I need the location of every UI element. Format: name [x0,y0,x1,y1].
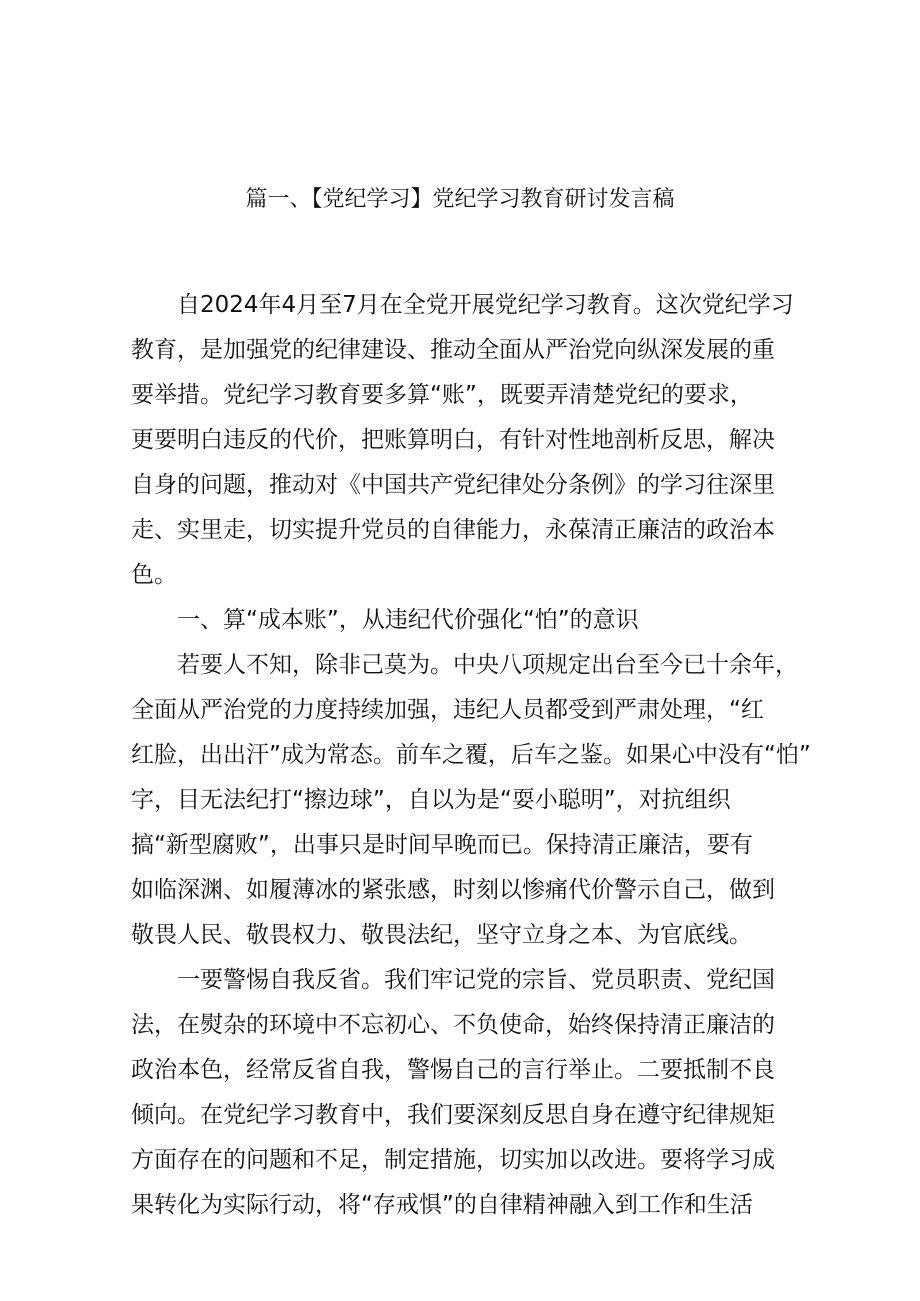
text-line: 如临深渊、如履薄冰的紧张感，时刻以惨痛代价警示自己，做到 [131,877,775,903]
text-line: 敬畏人民、敬畏权力、敬畏法纪，坚守立身之本、为官底线。 [131,922,752,948]
text-line: 政治本色，经常反省自我，警惕自己的言行举止。二要抵制不良 [131,1057,775,1083]
text-line: 要举措。党纪学习教育要多算“账”，既要弄清楚党纪的要求， [131,382,753,408]
text-line: 法，在熨杂的环境中不忘初心、不负使命，始终保持清正廉洁的 [131,1012,775,1038]
text-line: 全面从严治党的力度持续加强，违纪人员都受到严肃处理，“红 [131,697,764,723]
text-line: 自身的问题，推动对《中国共产党纪律处分条例》的学习往深里 [131,472,775,498]
section-heading: 一、算“成本账”，从违纪代价强化“怕”的意识 [131,607,639,633]
text-line: 方面存在的问题和不足，制定措施，切实加以改进。要将学习成 [131,1147,775,1173]
text-line: 更要明白违反的代价，把账算明白，有针对性地剖析反思，解决 [131,427,775,453]
text-line: 教育，是加强党的纪律建设、推动全面从严治党向纵深发展的重 [131,337,775,363]
text-line: 搞“新型腐败”，出事只是时间早晚而已。保持清正廉洁，要有 [131,832,753,858]
text-line: 自2024年4月至7月在全党开展党纪学习教育。这次党纪学习 [131,292,794,318]
text-line: 果转化为实际行动，将“存戒惧”的自律精神融入到工作和生活 [131,1192,753,1218]
document-body [131,283,811,1228]
text-line: 色。 [131,562,177,588]
text-line: 一要警惕自我反省。我们牢记党的宗旨、党员职责、党纪国 [131,967,775,993]
text-line: 若要人不知，除非己莫为。中央八项规定出台至今已十余年， [131,652,798,678]
document-title: 篇一、【党纪学习】党纪学习教育研讨发言稿 [245,187,675,212]
text-line: 走、实里走，切实提升党员的自律能力，永葆清正廉洁的政治本 [131,517,775,543]
text-line: 倾向。在党纪学习教育中，我们要深刻反思自身在遵守纪律规矩 [131,1102,775,1128]
text-line: 红脸，出出汗”成为常态。前车之覆，后车之鉴。如果心中没有“怕” [131,742,811,768]
text-line: 字，目无法纪打“擦边球”，自以为是“耍小聪明”，对抗组织 [131,787,731,813]
